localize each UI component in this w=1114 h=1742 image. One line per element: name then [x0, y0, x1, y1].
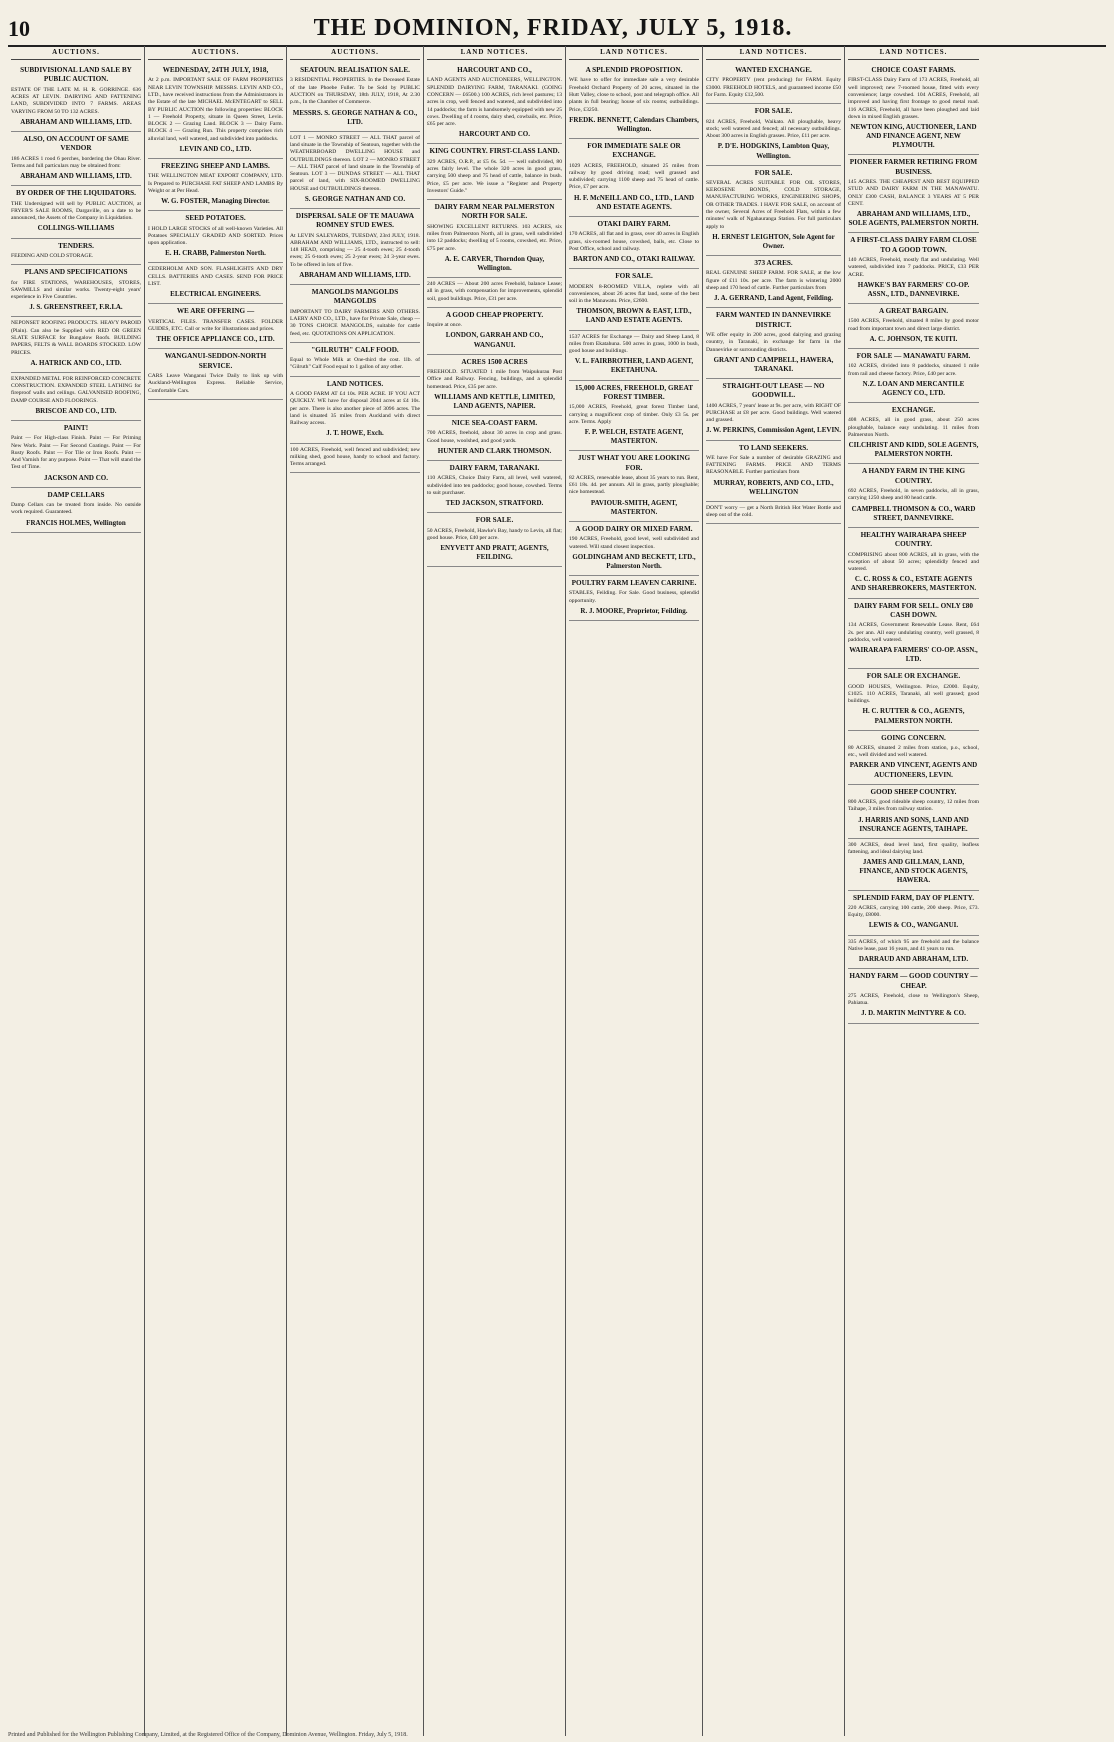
ad-signature: W. G. FOSTER, Managing Director. [161, 197, 270, 206]
ad-body: 335 ACRES, of which 95 are freehold and the balance Native lease, past 16 years, and 41 years to run. [848, 938, 979, 952]
classified-ad [848, 936, 979, 970]
classified-ad [848, 304, 979, 349]
ad-signature: PAVIOUR-SMITH, AGENT, MASTERTON. [590, 498, 678, 516]
classified-ad [569, 269, 699, 330]
masthead [8, 10, 1106, 47]
classified-ad [569, 576, 699, 621]
classified-ad [427, 308, 562, 355]
classified-ad [848, 891, 979, 936]
ad-signature: H. F. McNEILL AND CO., LTD., LAND AND ESTATE AGENTS. [573, 193, 695, 211]
classified-ad [706, 502, 841, 525]
classified-ad [148, 63, 283, 159]
classified-ad [706, 256, 841, 308]
ad-body: SEVERAL ACRES SUITABLE FOR OIL STORES, KEROSENE BONDS, COLD STORAGE, MANUFACTURING WORKS, ENGINEERING SHOPS, OR OTHER TRADES. I HAVE FOR SALE, on account of the owner, Several Acres of Freehold Flats, within a few minutes' walk of Ngahauranga Station. For full particulars apply to [706, 179, 841, 230]
classified-ad [11, 132, 141, 186]
ad-body: 800 ACRES, good rideable sheep country, 12 miles from Taihape, 3 miles from railway station. [848, 799, 979, 813]
classified-ad [427, 355, 562, 416]
ad-body: 1500 ACRES, Freehold, situated 8 miles by good motor road from important town and direct large district. [848, 318, 979, 332]
ad-title: EXCHANGE. [891, 406, 936, 415]
ad-signature: PARKER AND VINCENT, AGENTS AND AUCTIONEERS, LEVIN. [849, 761, 978, 779]
ad-signature: J. T. HOWE, Exch. [326, 429, 384, 438]
ad-body: WE have For Sale a number of desirable GRAZING and FATTENING FARMS. PRICE AND TERMS REASONABLE. Further particulars from [706, 454, 841, 476]
ad-title: WANGANUI-SEDDON-NORTH SERVICE. [164, 352, 267, 370]
ad-title: WEDNESDAY, 24TH JULY, 1918, [162, 66, 269, 75]
ad-title: A FIRST-CLASS DAIRY FARM CLOSE TO A GOOD TOWN. [850, 236, 977, 254]
classified-ad [848, 969, 979, 1023]
classified-ad [569, 451, 699, 522]
ad-title: HANDY FARM — GOOD COUNTRY — CHEAP. [849, 972, 978, 990]
ad-body: 220 ACRES, carrying 100 cattle, 200 sheep. Price, £73. Equity, £8000. [848, 904, 979, 919]
ad-body: WE have to offer for immediate sale a very desirable Freehold Orchard Property of 20 acres, situated in the Hutt Valley, close to school, post and telegraph office. All plants in full bearing; house of six rooms; outbuildings. Price, £3250. [569, 77, 699, 113]
ad-title: WE ARE OFFERING — [176, 307, 255, 316]
ad-signature: TED JACKSON, STRATFORD. [445, 499, 544, 508]
classified-ad [11, 317, 141, 372]
ad-body: IMPORTANT TO DAIRY FARMERS AND OTHERS. LAERY AND CO., LTD., have for Private Sale, cheap — 30 TONS CHOICE MANGOLDS, suitable for cattle feed, etc. QUOTATIONS ON APPLICATION. [290, 308, 420, 337]
ad-signature: H. ERNEST LEIGHTON, Sole Agent for Owner. [712, 232, 835, 250]
ad-body: 1537 ACRES for Exchange — Dairy and Sheep Land, 8 miles from Ekatahuna. 500 acres in grass, 1000 in bush, good house and buildings. [569, 333, 699, 355]
ad-title: WANTED EXCHANGE. [735, 66, 812, 75]
ad-body: STABLES, Feilding. For Sale. Good business, splendid opportunity. [569, 590, 699, 604]
ad-signature: THOMSON, BROWN & EAST, LTD., LAND AND ESTATE AGENTS. [576, 307, 692, 325]
classified-ad [427, 278, 562, 308]
column-heading: AUCTIONS. [148, 46, 283, 60]
ad-signature: ABRAHAM AND WILLIAMS, LTD., SOLE AGENTS, PALMERSTON NORTH. [848, 210, 979, 228]
ad-signature: DARRAUD AND ABRAHAM, LTD. [858, 955, 969, 964]
ad-body: GOOD HOUSES, Wellington. Price, £2000. Equity, £1025. 110 ACRES, Taranaki, all well grassed; good buildings. [848, 683, 979, 705]
classified-ad [848, 669, 979, 730]
ad-body: 110 ACRES, Choice Dairy Farm, all level, well watered, subdivided into ten paddocks; good house, cowshed. Terms to suit purchaser. [427, 475, 562, 496]
classified-ad [11, 421, 141, 488]
ad-title: DISPERSAL SALE OF TE MAUAWA ROMNEY STUD EWES. [295, 211, 415, 230]
ad-title: FOR SALE. [754, 168, 793, 177]
classified-ad [11, 186, 141, 238]
ad-title: DAIRY FARM, TARANAKI. [449, 464, 540, 472]
ad-title: PAINT! [63, 424, 89, 433]
ad-body: CEDERHOLM AND SON. FLASHLIGHTS AND DRY CELLS. BATTERIES AND CASES. SEND FOR PRICE LIST. [148, 266, 283, 287]
ad-body: 300 ACRES, dead level land, first quality, leafless fattening, and ideal dairying land. [848, 841, 979, 856]
columns-container [8, 46, 1106, 1736]
classified-ad [148, 263, 283, 304]
ad-title: A GREAT BARGAIN. [878, 307, 949, 315]
ad-signature: P. D'E. HODGKINS, Lambton Quay, Wellington. [717, 142, 830, 160]
ad-signature: MESSRS. S. GEORGE NATHAN & CO., LTD. [292, 108, 418, 126]
ad-title: GOOD SHEEP COUNTRY. [870, 787, 957, 796]
ad-body: SHOWING EXCELLENT RETURNS. 103 ACRES, six miles from Palmerston North, all in grass, well subdivided into 12 paddocks; dwelling of 5 rooms, cowshed, etc. Price, £75 per acre. [427, 223, 562, 252]
ad-body: EXPANDED METAL FOR REINFORCED CONCRETE CONSTRUCTION. EXPANDED STEEL LATHING for fireproof walls and ceilings. GALVANISED ROOFING, DAMP COURSE AND FLOORINGS. [11, 375, 141, 404]
ad-title: BY ORDER OF THE LIQUIDATORS. [16, 189, 136, 198]
ad-body: Paint — For High-class Finish. Paint — For Priming New Work. Paint — For Second Coatings. Paint — For Rusty Roofs. Paint — For Tile or Iron Roofs. Paint — And Varnish for any purpose. Paint — That will stand the Test of Time. [11, 435, 141, 471]
classified-ad [706, 308, 841, 379]
column-7 [845, 46, 982, 1736]
column-1 [8, 46, 145, 1736]
ad-body: ESTATE OF THE LATE M. H. R. GORRINGE. 636 ACRES AT LEVIN. DAIRYING AND FATTENING LAND, SUBDIVIDED INTO 7 FARMS. AREAS VARYING FROM 50 TO 132 ACRES. [11, 86, 141, 115]
column-5 [566, 46, 703, 1736]
ad-signature: A. HATRICK AND CO., LTD. [30, 358, 122, 367]
ad-title: HARCOURT AND CO., [457, 66, 532, 75]
classified-ad [11, 239, 141, 266]
ad-title: A GOOD CHEAP PROPERTY. [445, 310, 544, 319]
ad-body: 102 ACRES, divided into 8 paddocks, situated 1 mile from rail and cheese factory. Price, £40 per acre. [848, 363, 979, 377]
classified-ad [706, 63, 841, 104]
ad-title: FOR IMMEDIATE SALE OR EXCHANGE. [587, 141, 681, 160]
ad-body: FEEDING AND COLD STORAGE. [11, 252, 94, 259]
ad-body: 240 ACRES — About 200 acres Freehold, balance Lease; all in grass, with compensation for improvements, splendid soil, good buildings. Price, £31 per acre. [427, 281, 562, 302]
ad-title: TENDERS. [58, 241, 94, 250]
ad-signature: FREDK. BENNETT, Calendars Chambers, Wellington. [569, 115, 699, 133]
ad-signature: LEWIS & CO., WANGANUI. [868, 921, 959, 930]
ad-signature: A. E. CARVER, Thorndon Quay, Wellington. [444, 254, 545, 272]
classified-ad [290, 132, 420, 209]
ad-title: FREEZING SHEEP AND LAMBS. [161, 161, 270, 170]
classified-ad [848, 785, 979, 839]
ad-body: 329 ACRES, O.R.P., at £5 6s. 5d. — well subdivided, 80 acres fairly level. The whole 320 acres in good grass, carrying 500 sheep and 75 head of cattle, balance in bush. Price, £5 per acre. We issue a "Register and Property Investors' Guide." [427, 158, 562, 194]
classified-ad [848, 731, 979, 785]
ad-body: 145 ACRES. THE CHEAPEST AND BEST EQUIPPED STUD AND DAIRY FARM IN THE MANAWATU. ONLY £300 CASH, BALANCE 3 YEARS AT 5 PER CENT. [848, 179, 979, 207]
ad-title: SEATOUN. REALISATION SALE. [300, 66, 410, 75]
ad-signature: J. D. MARTIN McINTYRE & CO. [861, 1009, 966, 1018]
classified-ad [148, 349, 283, 400]
column-heading: LAND NOTICES. [569, 46, 699, 60]
column-heading: LAND NOTICES. [706, 46, 841, 60]
ad-title: SEED POTATOES. [185, 214, 246, 223]
classified-ad [427, 200, 562, 278]
ad-body: MODERN 8-ROOMED VILLA, replete with all conveniences, about 26 acres flat land, some of the best soil in the Manawatu. Price, £2600. [569, 283, 699, 305]
classified-ad [569, 331, 699, 381]
ad-signature: LONDON, GARRAH AND CO., WANGANUI. [445, 331, 544, 349]
ad-signature: JACKSON AND CO. [44, 473, 108, 482]
ad-body: 692 ACRES, Freehold, in seven paddocks, all in grass, carrying 1250 sheep and 80 head cattle. [848, 488, 979, 502]
ad-signature: CAMPBELL THOMSON & CO., WARD STREET, DANNEVIRKE. [851, 504, 976, 522]
ad-body: Damp Cellars can be treated from inside. No outside work required. Guaranteed. [11, 502, 141, 516]
ad-body: 700 ACRES, freehold, about 30 acres in crop and grass. Good house, woolshed, and good yards. [427, 430, 562, 444]
classified-ad [427, 461, 562, 513]
ad-title: HEALTHY WAIRARAPA SHEEP COUNTRY. [860, 530, 967, 549]
ad-body: At LEVIN SALEYARDS, TUESDAY, 23rd JULY, 1918. ABRAHAM AND WILLIAMS, LTD., instructed to sell: 148 HEAD, comprising — 25 4-tooth ewes; 25 4-tooth ewes; 25 6-tooth ewes; 25 2-year ewes; 24 3-year ewes. To be offered in lots of five. [290, 232, 420, 268]
ad-signature: MURRAY, ROBERTS, AND CO., LTD., WELLINGTON [713, 478, 834, 496]
classified-ad [569, 139, 699, 217]
ad-body: A GOOD FARM AT £4 10s. PER ACRE. IF YOU ACT QUICKLY. WE have for disposal 2044 acres at £4 10s. per acre. There is also another piece of 3096 acres. The land is situated 35 miles from Auckland with direct Railway access. [290, 391, 420, 427]
ad-body: 824 ACRES, Freehold, Waikato. All ploughable, heavy stock; well watered and fenced; all necessary outbuildings. About 300 acres in English grasses. Price, £11 per acre. [706, 118, 841, 140]
ad-title: FOR SALE. [754, 107, 793, 116]
ad-signature: BARTON AND CO., OTAKI RAILWAY. [573, 255, 695, 264]
ad-title: GOING CONCERN. [881, 733, 946, 742]
column-heading: AUCTIONS. [290, 46, 420, 60]
ad-signature: ELECTRICAL ENGINEERS. [170, 290, 261, 299]
classified-ad [569, 381, 699, 452]
ad-body: 186 ACRES 1 rood 6 perches, bordering the Ohau River. Terms and full particulars may be obtained from: [11, 155, 141, 169]
ad-title: ACRES 1500 ACRES [461, 357, 528, 366]
ad-signature: BRISCOE AND CO., LTD. [35, 406, 117, 415]
ad-signature: J. A. GERRAND, Land Agent, Feilding. [713, 294, 834, 303]
ad-signature: JAMES AND GILLMAN, LAND, FINANCE, AND STOCK AGENTS, HAWERA. [859, 858, 968, 885]
classified-ad [148, 211, 283, 263]
classified-ad [290, 285, 420, 343]
ad-signature: H. C. RUTTER & CO., AGENTS, PALMERSTON NORTH. [862, 707, 965, 725]
ad-signature: CILCHRIST AND KIDD, SOLE AGENTS, PALMERSTON NORTH. [848, 441, 979, 459]
ad-body: 170 ACRES, all flat and in grass, over 40 acres in English grass, six-roomed house, cowshed, bails, etc. Close to Post Office, school and railway. [569, 231, 699, 252]
ad-title: FOR SALE OR EXCHANGE. [866, 672, 961, 681]
ad-title: NICE SEA-COAST FARM. [451, 419, 538, 428]
classified-ad [427, 513, 562, 567]
ad-body: DON'T worry — get a North British Hot Water Bottle and sleep out of the cold. [706, 504, 841, 519]
classified-ad [706, 166, 841, 256]
classified-ad [569, 522, 699, 576]
ad-title: DAIRY FARM FOR SELL. ONLY £80 CASH DOWN. [853, 601, 973, 619]
classified-ad [848, 599, 979, 670]
ad-title: OTAKI DAIRY FARM. [597, 219, 671, 228]
page-number: 10 [8, 16, 30, 41]
ad-body: FREEHOLD. SITUATED 1 mile from Waipukurau Post Office and Railway. Fencing, buildings, and a splendid homestead. Price, £35 per acre. [427, 369, 562, 390]
ad-signature: HARCOURT AND CO. [459, 130, 530, 139]
classified-ad [427, 63, 562, 144]
ad-title: A HANDY FARM IN THE KING COUNTRY. [861, 467, 966, 485]
ad-title: DAIRY FARM NEAR PALMERSTON NORTH FOR SALE. [434, 203, 555, 221]
ad-signature: WAIRARAPA FARMERS' CO-OP. ASSN., LTD. [849, 646, 978, 664]
ad-body: 82 ACRES, renewable lease, about 35 years to run. Rent, £61 18s. 4d. per annum. All in grass, partly ploughable; nice homestead. [569, 474, 699, 496]
ad-title: MANGOLDS MANGOLDS MANGOLDS [311, 288, 399, 306]
ad-body: Equal to Whole Milk at One-third the cost. 1lb. of "Gilruth" Calf Food equal to 1 gallon of any other. [290, 357, 420, 371]
classified-ad [11, 63, 141, 132]
ad-title: ALSO, ON ACCOUNT OF SAME VENDOR [23, 134, 129, 153]
ad-signature: V. L. FAIRBROTHER, LAND AGENT, EKETAHUNA. [574, 357, 694, 375]
ad-signature: LEVIN AND CO., LTD. [179, 144, 252, 153]
classified-ad [706, 104, 841, 165]
ad-title: A SPLENDID PROPOSITION. [585, 66, 683, 75]
column-heading: LAND NOTICES. [427, 46, 562, 60]
ad-body: 1029 ACRES, FREEHOLD, situated 25 miles from railway by good driving road; well grassed and subdivided; carrying 1100 sheep and 75 head of cattle. Price, £7 per acre. [569, 162, 699, 191]
column-3 [287, 46, 424, 1736]
ad-title: CHOICE COAST FARMS. [871, 66, 956, 75]
ad-title: LAND NOTICES. [326, 379, 384, 388]
ad-signature: J. HARRIS AND SONS, LAND AND INSURANCE AGENTS, TAIHAPE. [858, 815, 969, 833]
classified-ad [290, 444, 420, 474]
ad-body: Inquire at once. [427, 322, 462, 329]
column-4 [424, 46, 566, 1736]
ad-body: THE Undersigned will sell by PUBLIC AUCTION, at FRYER'S SALE ROOMS, Dargaville, on a date to be announced, the Assets of the Company in Liquidation. [11, 200, 141, 222]
classified-ad [569, 63, 699, 139]
ad-body: I HOLD LARGE STOCKS of all well-known Varieties. All Potatoes SPECIALLY GRADED AND SORTED. Prices upon application. [148, 225, 283, 247]
ad-signature: ABRAHAM AND WILLIAMS, LTD. [299, 270, 411, 279]
ad-signature: C. C. ROSS & CO., ESTATE AGENTS AND SHAREBROKERS, MASTERTON. [850, 575, 977, 593]
ad-signature: J. W. PERKINS, Commission Agent, LEVIN. [706, 426, 841, 435]
ad-body: COMPRISING about 800 ACRES, all in grass, with the exception of about 50 acres; splendidly fenced and watered. [848, 551, 979, 573]
newspaper-title: THE DOMINION, FRIDAY, JULY 5, 1918. [313, 15, 793, 41]
ad-signature: S. GEORGE NATHAN AND CO. [304, 194, 406, 203]
ad-signature: COLLINGS-WILLIAMS [37, 224, 115, 233]
classified-ad [848, 63, 979, 155]
ad-body: CARS Leave Wanganui Twice Daily to link up with Auckland-Wellington Express. Reliable Service, Comfortable Cars. [148, 373, 283, 394]
ad-title: TO LAND SEEKERS. [738, 443, 809, 452]
ad-body: THE WELLINGTON MEAT EXPORT COMPANY, LTD. Is Prepared to PURCHASE FAT SHEEP AND LAMBS By Weight or at Per Head. [148, 173, 283, 194]
ad-signature: J. S. GREENSTREET, F.R.I.A. [29, 303, 123, 312]
ad-title: SUBDIVISIONAL LAND SALE BY PUBLIC AUCTION. [20, 66, 132, 84]
column-6 [703, 46, 845, 1736]
ad-title: KING COUNTRY. FIRST-CLASS LAND. [429, 147, 560, 156]
ad-body: WE offer equity in 200 acres, good dairying and grazing country, in Taranaki, in exchange for farm in the Dannevirke or surrounding districts. [706, 331, 841, 353]
ad-title: PLANS AND SPECIFICATIONS [24, 268, 128, 277]
ad-signature: N.Z. LOAN AND MERCANTILE AGENCY CO., LTD. [862, 379, 965, 397]
ad-title: POULTRY FARM LEAVEN CARRINE. [571, 579, 697, 587]
ad-body: 190 ACRES, Freehold, good level, well subdivided and watered. Will stand closest inspection. [569, 536, 699, 550]
ad-title: PIONEER FARMER RETIRING FROM BUSINESS. [849, 158, 978, 176]
ad-signature: ABRAHAM AND WILLIAMS, LTD. [20, 172, 132, 181]
ad-title: STRAIGHT-OUT LEASE — NO GOODWILL. [722, 381, 825, 400]
ad-title: 15,000 ACRES, FREEHOLD, GREAT FOREST TIMBER. [574, 383, 694, 401]
ad-body: LOT 1 — MONRO STREET — ALL THAT parcel of land situate in the Township of Seatoun, together with the WEATHERBOARD DWELLING HOUSE and OUTBUILDINGS thereon. LOT 2 — MONRO STREET — ALL THAT parcel of land situate in the Township of Seatoun. LOT 3 — DUNDAS STREET — ALL THAT parcel of land, with SIX-ROOMED DWELLING HOUSE and OUTBUILDINGS thereon. [290, 134, 420, 192]
classified-ad [11, 488, 141, 533]
ad-body: 3 RESIDENTIAL PROPERTIES. In the Deceased Estate of the late Phoebe Fuller. To be Sold by PUBLIC AUCTION on THURSDAY, 18th JULY, 1918, At 2.30 p.m., In the Chamber of Commerce. [290, 77, 420, 106]
classified-ad [290, 63, 420, 132]
classified-ad [427, 416, 562, 461]
ad-body: 134 ACRES, Government Renewable Lease. Rent, £64 2s. per ann. All easy undulating country, well grassed, 8 paddocks, well watered. [848, 622, 979, 643]
ad-title: FARM WANTED IN DANNEVIRKE DISTRICT. [716, 311, 831, 329]
ad-signature: ENYVETT AND PRATT, AGENTS, FEILDING. [440, 544, 549, 562]
column-2 [145, 46, 287, 1736]
ad-signature: FRANCIS HOLMES, Wellington [26, 518, 126, 527]
ad-title: FOR SALE. [615, 272, 653, 281]
ad-signature: HAWKE'S BAY FARMERS' CO-OP. ASSN., LTD., DANNEVIRKE. [857, 280, 970, 298]
ad-title: 373 ACRES. [754, 259, 793, 267]
ad-body: 50 ACRES, Freehold, Hawke's Bay, handy to Levin, all flat; good house. Price, £40 per acre. [427, 527, 562, 541]
classified-ad [427, 144, 562, 200]
imprint-footer: Printed and Published for the Wellington Publishing Company, Limited, at the Registered Office of the Company, Dominion Avenue, Wellington. Friday, July 5, 1918. [8, 1732, 408, 1738]
ad-body: VERTICAL FILES. TRANSFER CASES. FOLDER GUIDES, ETC. Call or write for illustrations and prices. [148, 318, 283, 332]
ad-body: CITY PROPERTY (rent producing) for FARM. Equity £3000. FREEHOLD HOTELS, and guaranteed income £50 for Farm. Equity £12,500. [706, 77, 841, 98]
column-heading: LAND NOTICES. [848, 46, 979, 60]
classified-ad [148, 159, 283, 211]
ad-signature: GOLDINGHAM AND BECKETT, LTD., Palmerston North. [572, 552, 696, 570]
ad-body: LAND AGENTS AND AUCTIONEERS, WELLINGTON. SPLENDID DAIRYING FARM, TARANAKI. (GOING CONCERN — £6500.) 100 ACRES, rich level pastures; 13 acres in crop, well fenced and watered, and subdivided into 14 paddocks; the farm is handsomely equipped with new 25 cows. Dwelling of 4 rooms, dairy shed, cowbails, etc. Price, £65 per acre. [427, 77, 562, 128]
classified-ad [848, 349, 979, 403]
ad-title: SPLENDID FARM, DAY OF PLENTY. [853, 893, 974, 902]
ad-body: 80 ACRES, situated 2 miles from station, p.o., school, etc., well divided and well watered. [848, 744, 979, 759]
classified-ad [290, 209, 420, 285]
ad-title: JUST WHAT YOU ARE LOOKING FOR. [577, 454, 691, 472]
classified-ad [848, 403, 979, 464]
classified-ad [290, 377, 420, 444]
ad-title: FOR SALE — MANAWATU FARM. [856, 351, 971, 360]
ad-body: REAL GENUINE SHEEP FARM. FOR SALE, at the low figure of £11 10s. per acre. The farm is wintering 2000 sheep and 170 head of cattle. Further particulars from [706, 270, 841, 291]
classified-ad [706, 379, 841, 441]
column-heading: AUCTIONS. [11, 46, 141, 60]
classified-ad [569, 217, 699, 269]
ad-body: 1400 ACRES, 7 years' lease at 9s. per acre, with RIGHT OF PURCHASE at £8 per acre. Good buildings. Well watered and grassed. [706, 402, 841, 424]
classified-ad [11, 373, 141, 421]
ad-body: NEPONSET ROOFING PRODUCTS. HEAVY PAROID (Plain). Can also be Supplied with RED OR GREEN SLATE SURFACE for Bungalow Roofs. BUILDING PAPERS, FELTS & WALL BOARDS STOCKED. LOW PRICES. [11, 320, 141, 356]
ad-signature: HUNTER AND CLARK THOMSON. [437, 446, 552, 455]
ad-body: 140 ACRES, Freehold, mostly flat and undulating. Well watered, subdivided into 7 paddocks. PRICE, £33 PER ACRE. [848, 257, 979, 278]
classified-ad [848, 839, 979, 891]
ad-signature: F. P. WELCH, ESTATE AGENT, MASTERTON. [584, 428, 684, 446]
classified-ad [848, 233, 979, 304]
ad-signature: GRANT AND CAMPBELL, HAWERA, TARANAKI. [713, 355, 834, 373]
ad-body: for FIRE STATIONS, WAREHOUSES, STORES, SAWMILLS and similar works. Twenty-eight years' experience in Five Countries. [11, 279, 141, 301]
ad-title: A GOOD DAIRY OR MIXED FARM. [575, 524, 693, 533]
classified-ad [148, 304, 283, 349]
classified-ad [11, 265, 141, 317]
ad-signature: ABRAHAM AND WILLIAMS, LTD. [20, 117, 132, 126]
classified-ad [848, 528, 979, 599]
ad-body: 275 ACRES, Freehold, close to Wellington's Sheep, Pahiatua. [848, 992, 979, 1007]
ad-signature: E. H. CRABB, Palmerston North. [165, 249, 266, 258]
ad-signature: WILLIAMS AND KETTLE, LIMITED, LAND AGENTS, NAPIER. [434, 392, 555, 410]
classified-ad [848, 155, 979, 233]
classified-ad [706, 441, 841, 502]
ad-signature: R. J. MOORE, Proprietor, Feilding. [580, 606, 688, 615]
classified-ad [290, 343, 420, 377]
ad-body: 15,000 ACRES, Freehold, great forest Timber land, carrying a magnificent crop of timber. Only £3 5s. per acre. Terms. Apply [569, 404, 699, 425]
ad-signature: THE OFFICE APPLIANCE CO., LTD. [156, 335, 275, 344]
classified-ad [848, 464, 979, 527]
ad-body: 408 ACRES, all in good grass, about 250 acres ploughable, balance easy undulating. 11 miles from Palmerston North. [848, 417, 979, 438]
ad-title: FOR SALE. [475, 516, 514, 525]
ad-body: FIRST-CLASS Dairy Farm of 173 ACRES, Freehold, all well improved; new 7-roomed house, fitted with every convenience; large cowshed. 104 ACRES, Freehold, all improved and having first frontage to good metal road. 116 ACRES, Freehold, all have been ploughed and laid down in mixed English grasses. [848, 77, 979, 120]
ad-signature: NEWTON KING, AUCTIONEER, LAND AND FINANCE AGENT, NEW PLYMOUTH. [850, 123, 977, 150]
ad-signature: A. C. JOHNSON, TE KUITI. [869, 334, 958, 343]
ad-body: 100 ACRES, Freehold, well fenced and subdivided; new milking shed, good house, handy to school and factory. Terms arranged. [290, 446, 420, 468]
ad-title: DAMP CELLARS [47, 490, 105, 499]
ad-title: "GILRUTH" CALF FOOD. [311, 345, 399, 354]
ad-body: At 2 p.m. IMPORTANT SALE OF FARM PROPERTIES NEAR LEVIN TOWNSHIP. MESSRS. LEVIN AND CO., LTD., have received instructions from the Administrators in the Estate of the late MICHAEL McENTEGART to SELL BY PUBLIC AUCTION the following properties: BLOCK 1 — Freehold Property, situate in Queen Street, Levin. BLOCK 2 — Grazing Land. BLOCK 3 — Dairy Farm. BLOCK 4 — Grazing Run. This property comprises rich alluvial land, well watered, and subdivided into paddocks. [148, 77, 283, 142]
